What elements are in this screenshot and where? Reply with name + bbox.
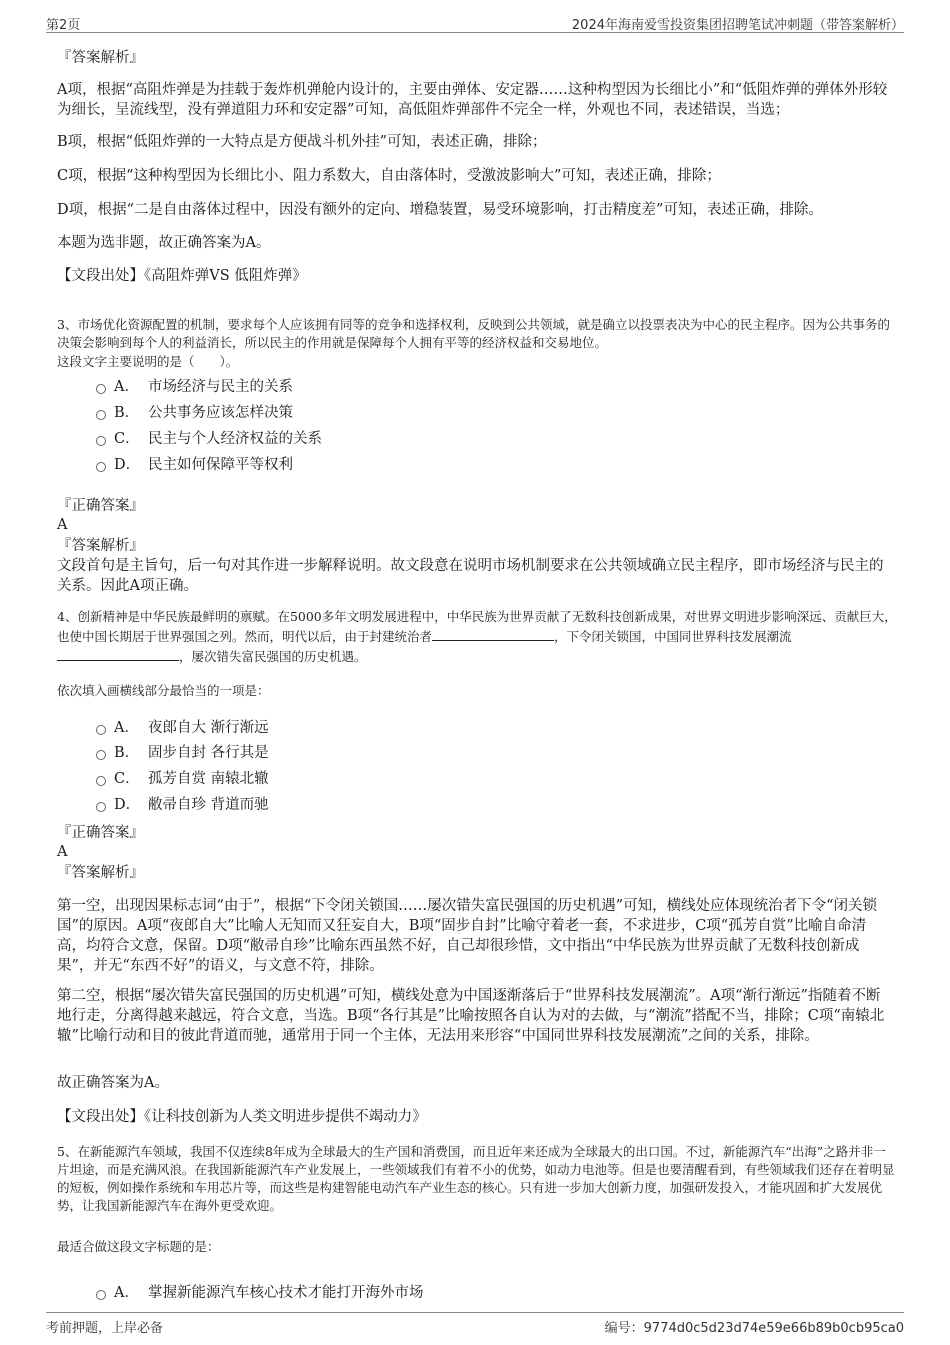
q4-analysis-para2: 第二空，根据“屡次错失富民强国的历史机遇”可知，横线处意为中国逐渐落后于“世界科技发展潮流”。A项“渐行渐远”指随着不断地行走，分离得越来越远，符合文意，当选。B项“各行其是”比喻按照各自认为对的去做，与“潮流”搭配不当，排除；C项“南辕北辙”比喻行动和目的彼此背道而驰，通常用于同一个主体，无法用来形容“中国同世界科技发展潮流”之间的关系，排除。 bbox=[57, 988, 885, 1044]
q4-option-d[interactable] bbox=[96, 795, 269, 815]
q4-source: 【文段出处】《让科技创新为人类文明进步提供不竭动力》 bbox=[57, 1109, 427, 1125]
q2-analysis-label: 『答案解析』 bbox=[57, 50, 144, 66]
q2-conclusion: 本题为选非题，故正确答案为A。 bbox=[57, 235, 271, 251]
footer-code: 编号：9774d0c5d23d74e59e66b89b0cb95ca0 bbox=[604, 1321, 904, 1336]
radio-icon[interactable] bbox=[96, 436, 106, 446]
q4-conclusion: 故正确答案为A。 bbox=[57, 1075, 169, 1091]
q4-analysis-label: 『答案解析』 bbox=[57, 865, 144, 881]
radio-icon[interactable] bbox=[96, 725, 106, 735]
option-text: 民主如何保障平等权利 bbox=[148, 457, 293, 473]
q3-stem: 3、市场优化资源配置的机制，要求每个人应该拥有同等的竞争和选择权利，反映到公共领域，就是确立以投票表决为中心的民主程序。因为公共事务的决策会影响到每个人的利益消长，所以民主的作用就是保障每个人拥有平等的经济权益和交易地位。 bbox=[57, 317, 890, 350]
q4-option-a[interactable] bbox=[96, 718, 269, 738]
q2-analysis-d: D项，根据“二是自由落体过程中，因没有额外的定向、增稳装置，易受环境影响，打击精度差”可知，表述正确，排除。 bbox=[57, 202, 823, 218]
q3-question: 这段文字主要说明的是（ ）。 bbox=[57, 354, 239, 369]
radio-icon[interactable] bbox=[96, 462, 106, 472]
option-text: 市场经济与民主的关系 bbox=[148, 379, 293, 395]
q4-answer-label: 『正确答案』 bbox=[57, 825, 144, 841]
q4-stem-part1: 4、创新精神是中华民族最鲜明的禀赋。在5000多年文明发展进程中，中华民族为世界贡献了无数科技创新成果，对世界文明进步影响深远、贡献巨大，也使中国长期居于世界强国之列。然而，明代以后，由于封建统治者 bbox=[57, 609, 897, 644]
page-footer bbox=[46, 1312, 904, 1337]
q4-stem-part2: ，下令闭关锁国，中国同世界科技发展潮流 bbox=[554, 629, 792, 644]
q3-answer-label: 『正确答案』 bbox=[57, 498, 144, 514]
q4-answer: A bbox=[57, 844, 68, 860]
radio-icon[interactable] bbox=[96, 410, 106, 420]
option-letter: D． bbox=[114, 457, 141, 473]
q4-stem-part3: ，屡次错失富民强国的历史机遇。 bbox=[179, 649, 367, 664]
radio-icon[interactable] bbox=[96, 776, 106, 786]
q2-source: 【文段出处】《高阻炸弹VS 低阻炸弹》 bbox=[57, 268, 307, 284]
q4-analysis-para1: 第一空，出现因果标志词“由于”，根据“下令闭关锁国……屡次错失富民强国的历史机遇”可知，横线处应体现统治者下令“闭关锁国”的原因。A项“夜郎自大”比喻人无知而又狂妄自大，B项“固步自封”比喻守着老一套，不求进步，C项“孤芳自赏”比喻自命清高，均符合文意，保留。D项“敝帚自珍”比喻东西虽然不好，自己却很珍惜，文中指出“中华民族为世界贡献了无数科技创新成果”，并无“东西不好”的语义，与文意不符，排除。 bbox=[57, 898, 878, 974]
q4-option-b[interactable] bbox=[96, 743, 269, 763]
page-header bbox=[46, 10, 904, 33]
q2-analysis-c: C项，根据“这种构型因为长细比小、阻力系数大，自由落体时，受激波影响大”可知，表述正确，排除； bbox=[57, 168, 721, 184]
option-text: 掌握新能源汽车核心技术才能打开海外市场 bbox=[148, 1285, 424, 1301]
q4-option-c[interactable] bbox=[96, 769, 269, 789]
radio-icon[interactable] bbox=[96, 384, 106, 394]
option-letter: B． bbox=[114, 745, 140, 761]
option-text: 夜郎自大 渐行渐远 bbox=[148, 720, 269, 736]
option-letter: D． bbox=[114, 797, 141, 813]
page-number: 第2页 bbox=[46, 18, 81, 33]
option-text: 孤芳自赏 南辕北辙 bbox=[148, 771, 269, 787]
q2-analysis-a: A项，根据“高阻炸弹是为挂载于轰炸机弹舱内设计的，主要由弹体、安定器……这种构型因为长细比小”和“低阻炸弹的弹体外形较为细长，呈流线型，没有弹道阻力环和安定器”可知，高低阻炸弹部件不完全一样，外观也不同，表述错误，当选； bbox=[57, 82, 888, 118]
q5-question: 最适合做这段文字标题的是： bbox=[57, 1239, 220, 1254]
option-letter: C． bbox=[114, 771, 140, 787]
radio-icon[interactable] bbox=[96, 802, 106, 812]
option-letter: A． bbox=[114, 379, 139, 395]
q5-stem: 5、在新能源汽车领域，我国不仅连续8年成为全球最大的生产国和消费国，而且近年来还成为全球最大的出口国。不过，新能源汽车“出海”之路并非一片坦途，而是充满风浪。在我国新能源汽车产业发展上，一些领域我们有着不小的优势，如动力电池等。但是也要清醒看到，有些领域我们还存在着明显的短板，例如操作系统和车用芯片等，而这些是构建智能电动汽车产业生态的核心。只有进一步加大创新力度，加强研发投入，才能巩固和扩大发展优势，让我国新能源汽车在海外更受欢迎。 bbox=[57, 1144, 895, 1213]
option-letter: C． bbox=[114, 431, 140, 447]
option-text: 固步自封 各行其是 bbox=[148, 745, 269, 761]
q3-option-d[interactable] bbox=[96, 455, 293, 475]
document-title: 2024年海南爱雪投资集团招聘笔试冲刺题（带答案解析） bbox=[571, 18, 904, 33]
q4-stem bbox=[57, 608, 897, 666]
q5-option-a[interactable] bbox=[96, 1283, 424, 1303]
q4-question: 依次填入画横线部分最恰当的一项是： bbox=[57, 683, 270, 698]
radio-icon[interactable] bbox=[96, 1290, 106, 1300]
option-text: 公共事务应该怎样决策 bbox=[148, 405, 293, 421]
q3-answer: A bbox=[57, 517, 68, 533]
option-text: 民主与个人经济权益的关系 bbox=[148, 431, 322, 447]
option-letter: A． bbox=[114, 720, 139, 736]
q3-option-c[interactable] bbox=[96, 429, 322, 449]
fill-blank-1 bbox=[432, 626, 554, 641]
option-text: 敝帚自珍 背道而驰 bbox=[148, 797, 269, 813]
radio-icon[interactable] bbox=[96, 750, 106, 760]
fill-blank-2 bbox=[57, 646, 179, 661]
option-letter: A． bbox=[114, 1285, 139, 1301]
q3-option-b[interactable] bbox=[96, 403, 293, 423]
q3-analysis: 文段首句是主旨句，后一句对其作进一步解释说明。故文段意在说明市场机制要求在公共领域确立民主程序，即市场经济与民主的关系。因此A项正确。 bbox=[57, 558, 884, 594]
option-letter: B． bbox=[114, 405, 140, 421]
q2-analysis-b: B项，根据“低阻炸弹的一大特点是方便战斗机外挂”可知，表述正确，排除； bbox=[57, 134, 547, 150]
footer-slogan: 考前押题，上岸必备 bbox=[46, 1321, 164, 1336]
q3-option-a[interactable] bbox=[96, 377, 293, 397]
q3-analysis-label: 『答案解析』 bbox=[57, 538, 144, 554]
